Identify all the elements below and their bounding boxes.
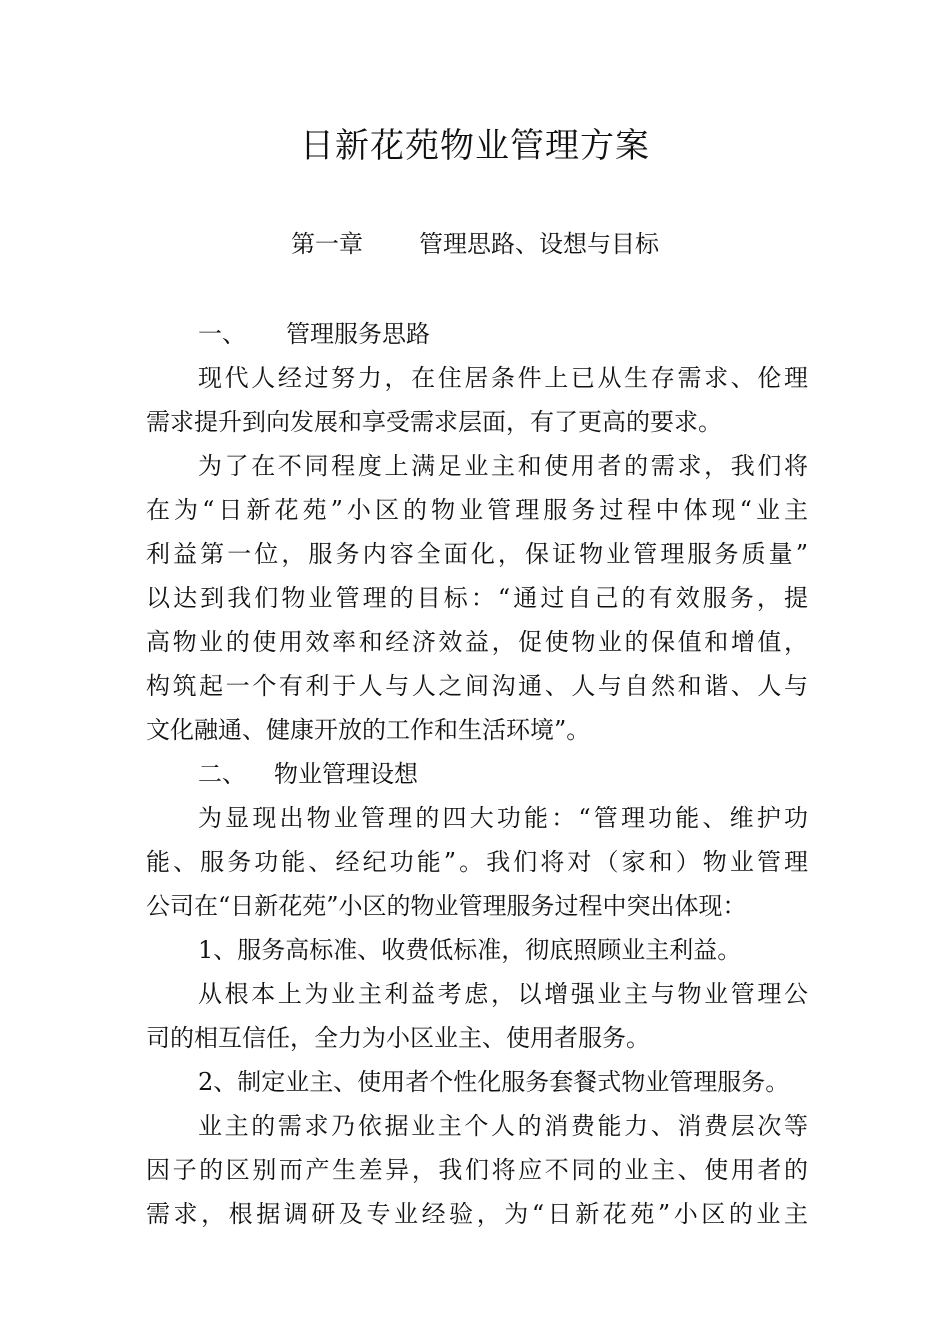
document-title: 日新花苑物业管理方案: [300, 126, 650, 166]
paragraph-line: 公司在“日新花苑”小区的物业管理服务过程中突出体现：: [146, 892, 747, 920]
list-item-1: 1、服务高标准、收费低标准，彻底照顾业主利益。: [198, 936, 742, 964]
paragraph-line: 从根本上为业主利益考虑，以增强业主与物业管理公: [198, 980, 808, 1008]
paragraph-line: 构筑起一个有利于人与人之间沟通、人与自然和谐、人与: [146, 672, 808, 700]
list-item-2: 2、制定业主、使用者个性化服务套餐式物业管理服务。: [198, 1068, 790, 1096]
paragraph-line: 在为“日新花苑”小区的物业管理服务过程中体现“业主: [146, 496, 808, 524]
section-number: 二、: [198, 760, 246, 788]
section-number: 一、: [198, 320, 246, 348]
document-body: [146, 312, 808, 1236]
section-heading-2: [146, 752, 808, 796]
chapter-heading: [0, 226, 950, 262]
section-name: 管理服务思路: [286, 320, 430, 348]
paragraph-line: 因子的区别而产生差异，我们将应不同的业主、使用者的: [146, 1156, 808, 1184]
paragraph-line: 高物业的使用效率和经济效益，促使物业的保值和增值，: [146, 628, 808, 656]
paragraph-line: 现代人经过努力，在住居条件上已从生存需求、伦理: [198, 364, 808, 392]
paragraph-line: 为了在不同程度上满足业主和使用者的需求，我们将: [198, 452, 808, 480]
paragraph-line: 司的相互信任，全力为小区业主、使用者服务。: [146, 1024, 650, 1052]
section-heading-1: [146, 312, 808, 356]
paragraph-line: 为显现出物业管理的四大功能：“管理功能、维护功: [198, 804, 808, 832]
paragraph-line: 以达到我们物业管理的目标：“通过自己的有效服务，提: [146, 584, 808, 612]
paragraph-line: 需求提升到向发展和享受需求层面，有了更高的要求。: [146, 408, 722, 436]
chapter-number: 第一章: [291, 230, 363, 258]
paragraph-line: 业主的需求乃依据业主个人的消费能力、消费层次等: [198, 1112, 808, 1140]
paragraph-line: 利益第一位，服务内容全面化，保证物业管理服务质量”: [146, 540, 808, 568]
paragraph-line: 能、服务功能、经纪功能”。我们将对（家和）物业管理: [146, 848, 808, 876]
paragraph-line: 文化融通、健康开放的工作和生活环境”。: [146, 716, 591, 744]
paragraph-line: 需求，根据调研及专业经验，为“日新花苑”小区的业主: [146, 1200, 808, 1228]
section-name: 物业管理设想: [274, 760, 418, 788]
chapter-name: 管理思路、设想与目标: [419, 230, 659, 258]
